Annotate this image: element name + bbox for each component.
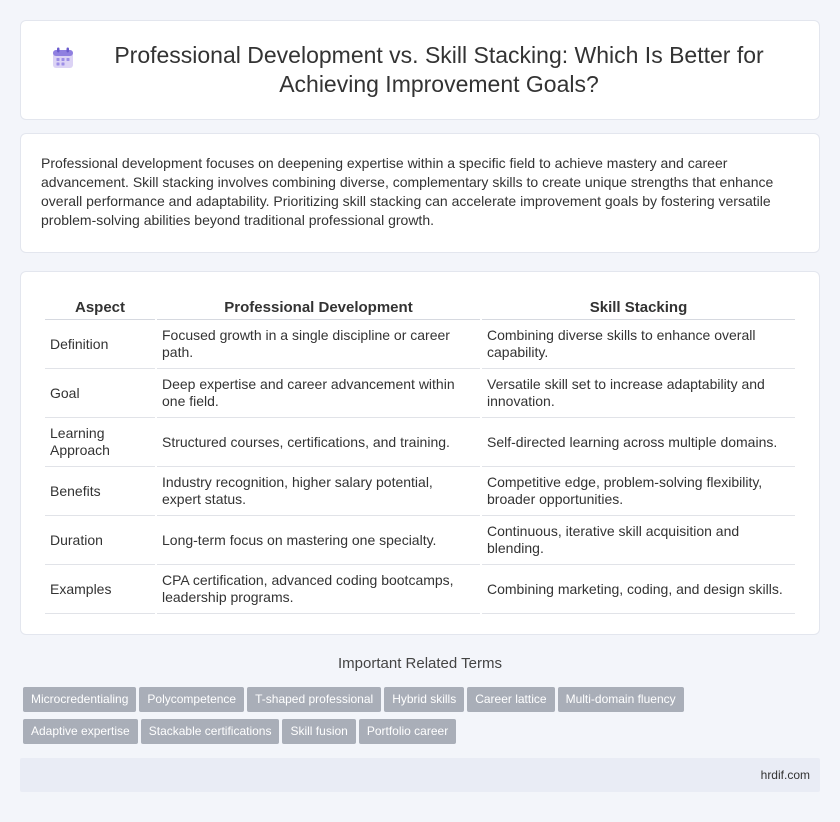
related-term-tag[interactable]: T-shaped professional <box>247 687 381 712</box>
calendar-icon <box>51 46 75 70</box>
related-term-tag[interactable]: Microcredentialing <box>23 687 136 712</box>
related-terms-heading: Important Related Terms <box>338 655 502 672</box>
related-term-tag[interactable]: Stackable certifications <box>141 719 280 744</box>
row-aspect: Examples <box>45 565 155 614</box>
header-skill-stacking: Skill Stacking <box>482 296 795 320</box>
related-term-tag[interactable]: Hybrid skills <box>384 687 464 712</box>
row-skill-stacking: Self-directed learning across multiple domains. <box>482 418 795 467</box>
related-term-tag[interactable]: Skill fusion <box>282 719 355 744</box>
comparison-table <box>43 296 797 614</box>
intro-text: Professional development focuses on deepening expertise within a specific field to achieve mastery and career advancement. Skill stacking involves combining diverse, complementary skills to create unique strengths that enhance overall performance and adaptability. Prioritizing skill stacking can accelerate improvement goals by fostering versatile problem-solving abilities beyond traditional professional growth. <box>41 155 774 228</box>
table-header-row <box>45 296 795 320</box>
row-skill-stacking: Competitive edge, problem-solving flexibility, broader opportunities. <box>482 467 795 516</box>
row-aspect: Goal <box>45 369 155 418</box>
header-aspect: Aspect <box>45 296 155 320</box>
page-title: Professional Development vs. Skill Stacking: Which Is Better for Achieving Improvement Goals? <box>114 42 764 97</box>
related-term-tag[interactable]: Polycompetence <box>139 687 244 712</box>
row-aspect: Definition <box>45 320 155 369</box>
footer-site-link[interactable]: hrdif.com <box>760 768 810 782</box>
related-term-tag[interactable]: Career lattice <box>467 687 554 712</box>
header-professional-development: Professional Development <box>157 296 480 320</box>
row-aspect: Benefits <box>45 467 155 516</box>
table-row <box>45 565 795 614</box>
row-professional-development: Industry recognition, higher salary potential, expert status. <box>157 467 480 516</box>
row-skill-stacking: Combining diverse skills to enhance overall capability. <box>482 320 795 369</box>
table-row <box>45 418 795 467</box>
related-terms-list <box>23 687 823 751</box>
related-term-tag[interactable]: Multi-domain fluency <box>558 687 684 712</box>
related-term-tag[interactable]: Portfolio career <box>359 719 456 744</box>
intro-card <box>20 133 820 253</box>
table-row <box>45 320 795 369</box>
row-skill-stacking: Continuous, iterative skill acquisition and blending. <box>482 516 795 565</box>
row-professional-development: CPA certification, advanced coding bootcamps, leadership programs. <box>157 565 480 614</box>
row-aspect: Learning Approach <box>45 418 155 467</box>
row-professional-development: Structured courses, certifications, and training. <box>157 418 480 467</box>
row-professional-development: Deep expertise and career advancement within one field. <box>157 369 480 418</box>
table-row <box>45 369 795 418</box>
table-card <box>20 271 820 635</box>
row-skill-stacking: Versatile skill set to increase adaptability and innovation. <box>482 369 795 418</box>
table-row <box>45 516 795 565</box>
row-professional-development: Focused growth in a single discipline or career path. <box>157 320 480 369</box>
title-card <box>20 20 820 120</box>
row-professional-development: Long-term focus on mastering one specialty. <box>157 516 480 565</box>
footer <box>20 758 820 792</box>
title-wrap <box>51 41 789 99</box>
row-aspect: Duration <box>45 516 155 565</box>
row-skill-stacking: Combining marketing, coding, and design skills. <box>482 565 795 614</box>
related-term-tag[interactable]: Adaptive expertise <box>23 719 138 744</box>
table-row <box>45 467 795 516</box>
